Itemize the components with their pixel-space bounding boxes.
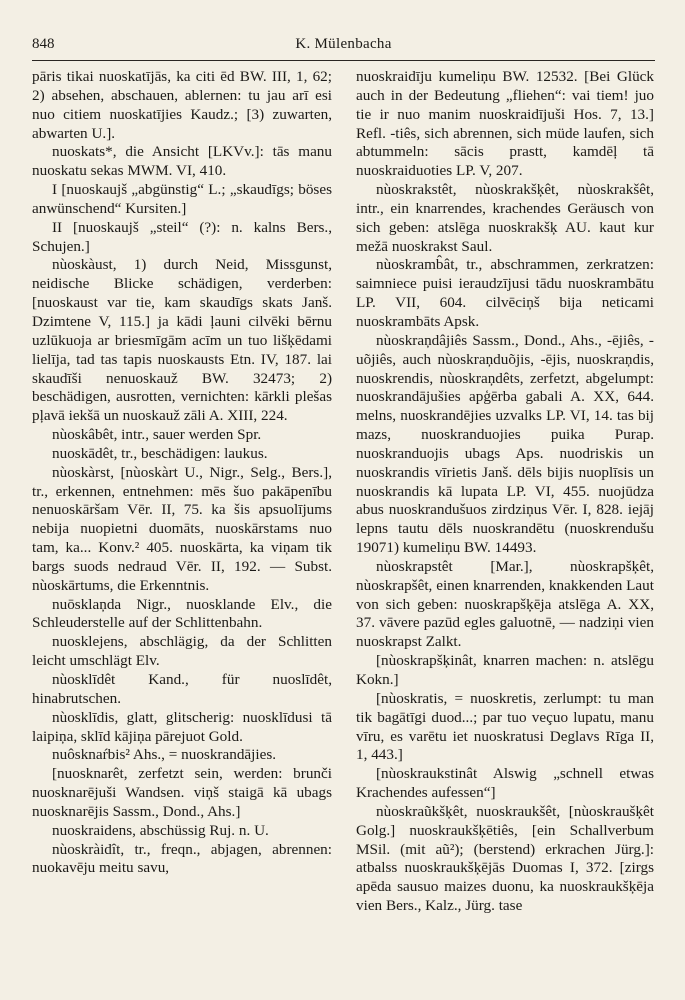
running-head: K. Mülenbacha [295, 36, 392, 52]
entry-paragraph: [nùoskraukstinât Alswig „schnell etwas Krachendes aufessen“] [356, 765, 654, 802]
entry-paragraph: nùoskraņdâjiês Sassm., Dond., Ahs., -ējiês, -uõjiês, auch nùoskraņduõjis, -ējis, nuoskraņdis, nuoskrendis, nùoskraņdêts, zerfetzt, abgelumpt: nuoskrandājušies apģērba gabali A. XX, 644. melns, nuoskrandējies uzvalks LP. VI, 14. tas bij mazs, nuoskranduojies puika Purap. nuoskranduojis ubags Aps. nuodriskis un nuoskrandis vīrietis Janš. dēls bijis nuoplīsis un nuoskrandis kā lupata LP. VI, 455. nuojūdza abus nuoskrandušuos zirdziņus Vēr. I, 828. iejāj lepns tautu dēls nuoskrandētu (nuoskrendušu 19071) kumeliņu BW. 14493. [356, 331, 654, 557]
entry-paragraph: nùoskraũkšķêt, nuoskraukšêt, [nùoskraušķêt Golg.] nuoskraukšķētiês, [ein Schallverbum MSil. (mit aũ²); (berstend) erkrachen Jürg.]: atbalss nuoskraukšķējās Duomas I, 372. [zirgs apēda sausuo maizes duonu, ka nuoskraukšķēja vien Bers., Kalz., Jürg. tase [356, 802, 654, 915]
entry-paragraph: [nùoskratis, = nuoskretis, zerlumpt: tu man tik bagātīgi duod...; par tuo veçuo lupatu, manu vīru, es varētu iet nuoskratusi Deglavs Rīga II, 1, 443.] [356, 689, 654, 764]
entry-paragraph: nuōsklaņda Nigr., nuosklande Elv., die Schleuderstelle auf der Schlittenbahn. [32, 595, 332, 632]
entry-paragraph: nuosklejens, abschlägig, da der Schlitten leicht umschlägt Elv. [32, 633, 332, 670]
entry-paragraph: pāris tikai nuoskatījās, ka citi ēd BW. III, 1, 62; 2) absehen, abschauen, ablernen: tu jau arī esi nuo citiem nuoskatījies Kaudz.; [3) zuwarten, abwarten U.]. [32, 68, 332, 142]
entry-paragraph: [nùoskrapšķinât, knarren machen: n. atslēgu Kokn.] [356, 652, 654, 688]
entry-paragraph: II [nuoskaujš „steil“ (?): n. kalns Bers., Schujen.] [32, 218, 332, 255]
entry-paragraph: nùosklīdêt Kand., für nuoslīdêt, hinabrutschen. [32, 671, 332, 707]
entry-paragraph: nùoskàust, 1) durch Neid, Missgunst, neidische Blicke schädigen, verderben: [nuoskaust var tie, kam skaudīgs skats Janš. Dzimtene V, 115.] ja kādi ļauni cilvēki bērnu uzlūkuoja ar briesmīgām acīm un tuo lišķēdami lielīja, tad tas tapis nuoskausts Etn. IV, 187. lai skaudīši nenuoskauž BW. 32473; 2) beschädigen, ausrotten, vernichten: kārkli plešas pļavā iekšā un nuoskauž zāli A. XIII, 224. [32, 256, 332, 425]
entry-paragraph: nuoskats*, die Ansicht [LKVv.]: tās manu nuoskatu sekas MWM. VI, 410. [32, 143, 332, 180]
entry-paragraph: nuoskraidens, abschüssig Ruj. n. U. [52, 821, 269, 839]
entry-paragraph: I [nuoskaujš „abgünstig“ L.; „skaudīgs; böses anwünschend“ Kursiten.] [32, 181, 332, 217]
left-column [32, 68, 332, 878]
entry-paragraph: [nuosknarêt, zerfetzt sein, werden: brunči nuosknarējuši Wandsen. viņš staigā kā ubags nuosknarējis Sassm., Dond., Ahs.] [32, 765, 332, 820]
entry-paragraph: nuoskraidīju kumeliņu BW. 12532. [Bei Glück auch in der Bedeutung „fliehen“: vai tiem! juo tie ir nuo manim nuoskraidījuši Hos. 7, 13.] Refl. -tiês, sich abrennen, sich müde laufen, sich abtummeln: sācis prastt, kamdēļ tā nuoskraiduoties LP. V, 207. [356, 68, 654, 180]
entry-paragraph: nùoskâbêt, intr., sauer werden Spr. [52, 426, 262, 444]
entry-paragraph: nùoskàrst, [nùoskàrt U., Nigr., Selg., Bers.], tr., erkennen, entnehmen: mēs šuo pakāpenību nenuoskāršam Vēr. II, 75. ka šis apsuolījums nebija nuopietni duomāts, nuoskārstams nuo tam, ka... Konv.² 405. nuoskārta, ka viņam tik bargs suods nedraud Vēr. II, 192. — Subst. nùoskārtums, die Erkenntnis. [32, 463, 332, 594]
header-rule [32, 60, 655, 61]
entry-paragraph: nuoskādêt, tr., beschädigen: laukus. [52, 444, 268, 462]
right-column [356, 68, 654, 916]
page-number: 848 [32, 36, 55, 52]
entry-paragraph: nùoskrapstêt [Mar.], nùoskrapšķêt, nùoskrapšêt, einen knarrenden, knakkenden Laut von sich geben: nuoskrapšķēja atslēga A. XX, 37. vāvere pazūd egles galuotnē, — nadziņi vien nuoskrapst Zalkt. [356, 557, 654, 651]
entry-paragraph: nuôsknaŕbis² Ahs., = nuoskrandājies. [52, 746, 277, 764]
page-header [32, 36, 655, 58]
entry-paragraph: nùoskràidît, tr., freqn., abjagen, abrennen: nuokavēju meitu savu, [32, 840, 332, 877]
entry-paragraph: nùosklīdis, glatt, glitscherig: nuosklīdusi tā laipiņa, sklīd kājiņa pārejuot Gold. [32, 708, 332, 745]
entry-paragraph: nùoskrakstêt, nùoskrakšķêt, nùoskrakšêt, intr., ein knarrendes, krachendes Geräusch von sich geben: atslēga nuoskrakšķ AU. kaut kur mežā nuoskrakst Saul. [356, 181, 654, 255]
entry-paragraph: nùoskramb̂ât, tr., abschrammen, zerkratzen: saimniece puisi ieraudzījusi tādu nuoskrambātu LP. VII, 604. cilvēciņš bija neticami nuoskrambāts Apsk. [356, 256, 654, 330]
